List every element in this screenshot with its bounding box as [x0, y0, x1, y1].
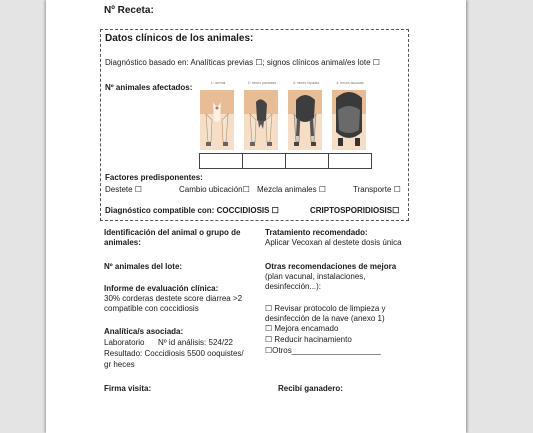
analytics-lab: Laboratorio — [104, 338, 145, 347]
prescription-sheet — [46, 0, 466, 433]
factor-destete-checkbox[interactable]: Destete ☐ — [105, 185, 142, 194]
affected-count-cell[interactable] — [242, 153, 286, 169]
analytics-result: Resultado: Coccidiosis 5500 ooquistes/ — [104, 349, 244, 358]
treatment-label: Tratamiento recomendado: — [265, 228, 368, 237]
analytics-label: Analítica/s asociada: — [104, 327, 184, 336]
animal-id-label: Identificación del animal o grupo de — [104, 228, 241, 237]
score-1-caption: 1: normal — [210, 81, 226, 85]
rec-overcrowding-checkbox[interactable]: ☐ Reducir hacinamiento — [265, 335, 352, 344]
score-4-image — [330, 80, 368, 150]
compatible-criptosporidiosis-checkbox[interactable]: CRIPTOSPORIDIOSIS☐ — [310, 206, 400, 215]
treatment-text: Aplicar Vecoxan al destete dosis única — [265, 238, 402, 247]
score-1-image — [198, 80, 236, 150]
affected-count-cell[interactable] — [285, 153, 329, 169]
affected-count-cell[interactable] — [328, 153, 372, 169]
factor-mezcla-animales-checkbox[interactable]: Mezcla animales ☐ — [257, 185, 326, 194]
analytics-id: Nº id análisis: 524/22 — [158, 338, 233, 347]
factor-cambio-ubicacion-checkbox[interactable]: Cambio ubicación☐ — [179, 185, 250, 194]
factor-transporte-checkbox[interactable]: Transporte ☐ — [353, 185, 401, 194]
rec-others-checkbox[interactable]: ☐Otros____________________ — [265, 346, 381, 355]
receta-number-label: Nº Receta: — [104, 5, 154, 16]
score-3-image — [286, 80, 324, 150]
score-3-caption: 3: heces líquidas — [292, 81, 320, 85]
compatible-coccidiosis-checkbox[interactable]: Diagnóstico compatible con: COCCIDIOSIS ☐ — [105, 206, 279, 215]
other-recommendations-sub-cont: desinfección...): — [265, 282, 322, 291]
received-label: Recibí ganadero: — [278, 384, 343, 393]
score-4-caption: 4: heces acuosas — [336, 81, 364, 85]
score-2-caption: 2: heces pastosas — [247, 81, 277, 85]
rec-bedding-checkbox[interactable]: ☐ Mejora encamado — [265, 324, 339, 333]
affected-count-grid — [199, 153, 371, 169]
analytics-result-cont: gr heces — [104, 360, 135, 369]
clinical-report-text: 30% corderas destete score diarrea >2 — [104, 294, 243, 303]
other-recommendations-sub: (plan vacunal, instalaciones, — [265, 272, 366, 281]
clinical-report-label: Informe de evaluación clínica: — [104, 284, 219, 293]
clinical-data-title: Datos clínicos de los animales: — [105, 33, 254, 44]
other-recommendations-label: Otras recomendaciones de mejora — [265, 262, 397, 271]
rec-cleaning-text-cont: desinfección de la nave (anexo 1) — [265, 314, 385, 323]
rec-cleaning-checkbox[interactable]: ☐ Revisar protocolo de limpieza y — [265, 304, 386, 313]
score-2-image — [242, 80, 280, 150]
clinical-report-text-cont: compatible con coccidiosis — [104, 304, 199, 313]
signature-label: Firma visita: — [104, 384, 152, 393]
lot-count-label: Nº animales del lote: — [104, 262, 183, 271]
affected-count-cell[interactable] — [199, 153, 243, 169]
diagnosis-basis-text: Diagnóstico basado en: Analíticas previas ☐; signos clínicos animal/es lote ☐ — [105, 58, 380, 67]
affected-animals-label: Nº animales afectados: — [105, 83, 193, 92]
predisposing-factors-label: Factores predisponentes: — [105, 173, 203, 182]
animal-id-label-cont: animales: — [104, 238, 141, 247]
clinical-data-box — [100, 29, 409, 221]
